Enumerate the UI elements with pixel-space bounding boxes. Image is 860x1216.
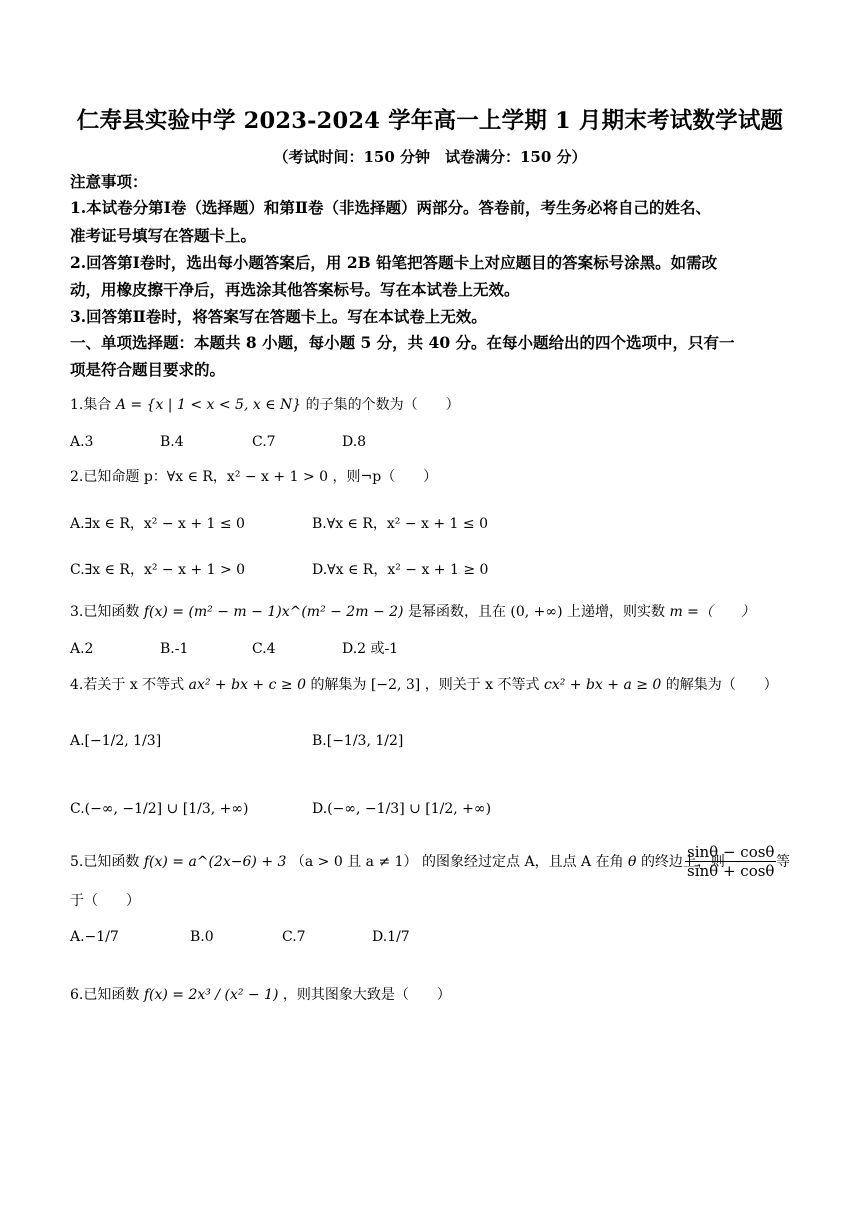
question-4-set: [−2, 3] xyxy=(370,677,421,693)
question-6 xyxy=(70,985,810,1005)
section-heading-line-1: 一、单项选择题：本题共 8 小题，每小题 5 分，共 40 分。在每小题给出的四个选项中，只有一 xyxy=(70,333,735,352)
question-5-math: f(x) = a^(2x−6) + 3 xyxy=(143,854,287,870)
question-4-mid-3: ，则关于 xyxy=(424,677,481,693)
question-3-suffix: 上递增，则实数 xyxy=(566,604,665,620)
question-2-option-b: B.∀x ∈ R，x² − x + 1 ≤ 0 xyxy=(312,516,488,532)
question-1-option-d: D.8 xyxy=(342,434,367,450)
question-2-prefix: 2.已知命题 xyxy=(70,469,140,485)
note-2-line-1: 2.回答第Ⅰ卷时，选出每小题答案后，用 2B 铅笔把答题卡上对应题目的答案标号涂黑。如需改 xyxy=(70,253,718,272)
question-6-prefix: 6.已知函数 xyxy=(70,987,140,1003)
question-2 xyxy=(70,467,810,487)
question-5-theta: θ xyxy=(628,854,637,870)
note-1-line-1: 1.本试卷分第Ⅰ卷（选择题）和第Ⅱ卷（非选择题）两部分。答卷前，考生务必将自己的姓名、 xyxy=(70,198,711,217)
question-6-suffix: ，则其图象大致是（ ） xyxy=(282,987,451,1003)
page-title: 仁寿县实验中学 2023-2024 学年高一上学期 1 月期末考试数学试题 xyxy=(76,108,784,134)
question-5-fraction-denominator: sinθ + cosθ xyxy=(687,862,775,880)
question-2-math: p：∀x ∈ R，x² − x + 1 > 0 xyxy=(143,469,329,485)
question-5-option-d: D.1/7 xyxy=(372,929,410,945)
question-1-math: A = {x | 1 < x < 5, x ∈ N} xyxy=(115,397,302,413)
question-5-option-a: A.−1/7 xyxy=(70,929,119,945)
question-1-option-a: A.3 xyxy=(70,434,94,450)
question-4-prefix: 4.若关于 xyxy=(70,677,126,693)
question-2-option-a: A.∃x ∈ R，x² − x + 1 ≤ 0 xyxy=(70,516,245,532)
note-2-line-2: 动，用橡皮擦干净后，再选涂其他答案标号。写在本试卷上无效。 xyxy=(70,280,520,299)
note-3: 3.回答第Ⅱ卷时，将答案写在答题卡上。写在本试卷上无效。 xyxy=(70,307,487,326)
question-3-option-b: B.-1 xyxy=(160,641,189,657)
page-subtitle: （考试时间：150 分钟 试卷满分：150 分） xyxy=(273,148,587,166)
question-5-option-b: B.0 xyxy=(190,929,214,945)
question-3-option-d: D.2 或-1 xyxy=(342,641,399,657)
question-1-prefix: 1.集合 xyxy=(70,397,112,413)
question-5-option-c: C.7 xyxy=(282,929,306,945)
question-4-mid-2: 的解集为 xyxy=(310,677,367,693)
question-5 xyxy=(70,852,725,872)
question-5-tail-2: 于（ ） xyxy=(70,893,140,909)
question-1 xyxy=(70,395,810,415)
question-5-suffix: 的终边上，则 xyxy=(640,854,725,870)
question-5-condition: （a > 0 且 a ≠ 1） xyxy=(290,854,418,870)
question-3-option-a: A.2 xyxy=(70,641,94,657)
question-4-mid-1: x 不等式 xyxy=(129,677,185,693)
question-4-option-b: B.[−1/3, 1/2] xyxy=(312,733,404,749)
question-4-option-a: A.[−1/2, 1/3] xyxy=(70,733,162,749)
question-4-option-d: D.(−∞, −1/3] ∪ [1/2, +∞) xyxy=(312,801,492,817)
question-3-tail: m =（ ） xyxy=(669,604,755,620)
question-3 xyxy=(70,602,810,622)
question-1-option-b: B.4 xyxy=(160,434,184,450)
question-2-suffix: ，则¬p（ ） xyxy=(332,469,438,485)
section-heading-line-2: 项是符合题目要求的。 xyxy=(70,360,226,379)
question-3-math: f(x) = (m² − m − 1)x^(m² − 2m − 2) xyxy=(143,604,404,620)
question-5-prefix: 5.已知函数 xyxy=(70,854,140,870)
question-4-mid-4: x 不等式 xyxy=(485,677,540,693)
question-5-fraction xyxy=(685,843,776,880)
question-3-prefix: 3.已知函数 xyxy=(70,604,140,620)
note-1-line-2: 准考证号填写在答题卡上。 xyxy=(70,226,257,245)
question-4-option-c: C.(−∞, −1/2] ∪ [1/3, +∞) xyxy=(70,801,249,817)
question-1-suffix: 的子集的个数为（ ） xyxy=(305,397,460,413)
question-4-inequality-2: cx² + bx + a ≥ 0 xyxy=(543,677,662,693)
notes-heading: 注意事项： xyxy=(70,172,148,191)
question-3-interval: (0, +∞) xyxy=(510,604,563,620)
question-5-fraction-numerator: sinθ − cosθ xyxy=(687,843,775,861)
question-3-mid: 是幂函数，且在 xyxy=(407,604,506,620)
question-6-math: f(x) = 2x³ / (x² − 1) xyxy=(143,987,279,1003)
question-4 xyxy=(70,675,810,695)
question-5-tail-1: 等 xyxy=(776,854,790,870)
question-4-inequality-1: ax² + bx + c ≥ 0 xyxy=(188,677,306,693)
question-3-option-c: C.4 xyxy=(252,641,276,657)
question-1-option-c: C.7 xyxy=(252,434,276,450)
question-2-option-c: C.∃x ∈ R，x² − x + 1 > 0 xyxy=(70,562,246,578)
question-2-option-d: D.∀x ∈ R，x² − x + 1 ≥ 0 xyxy=(312,562,489,578)
question-4-suffix: 的解集为（ ） xyxy=(665,677,778,693)
question-5-mid: 的图象经过定点 A，且点 A 在角 xyxy=(422,854,624,870)
